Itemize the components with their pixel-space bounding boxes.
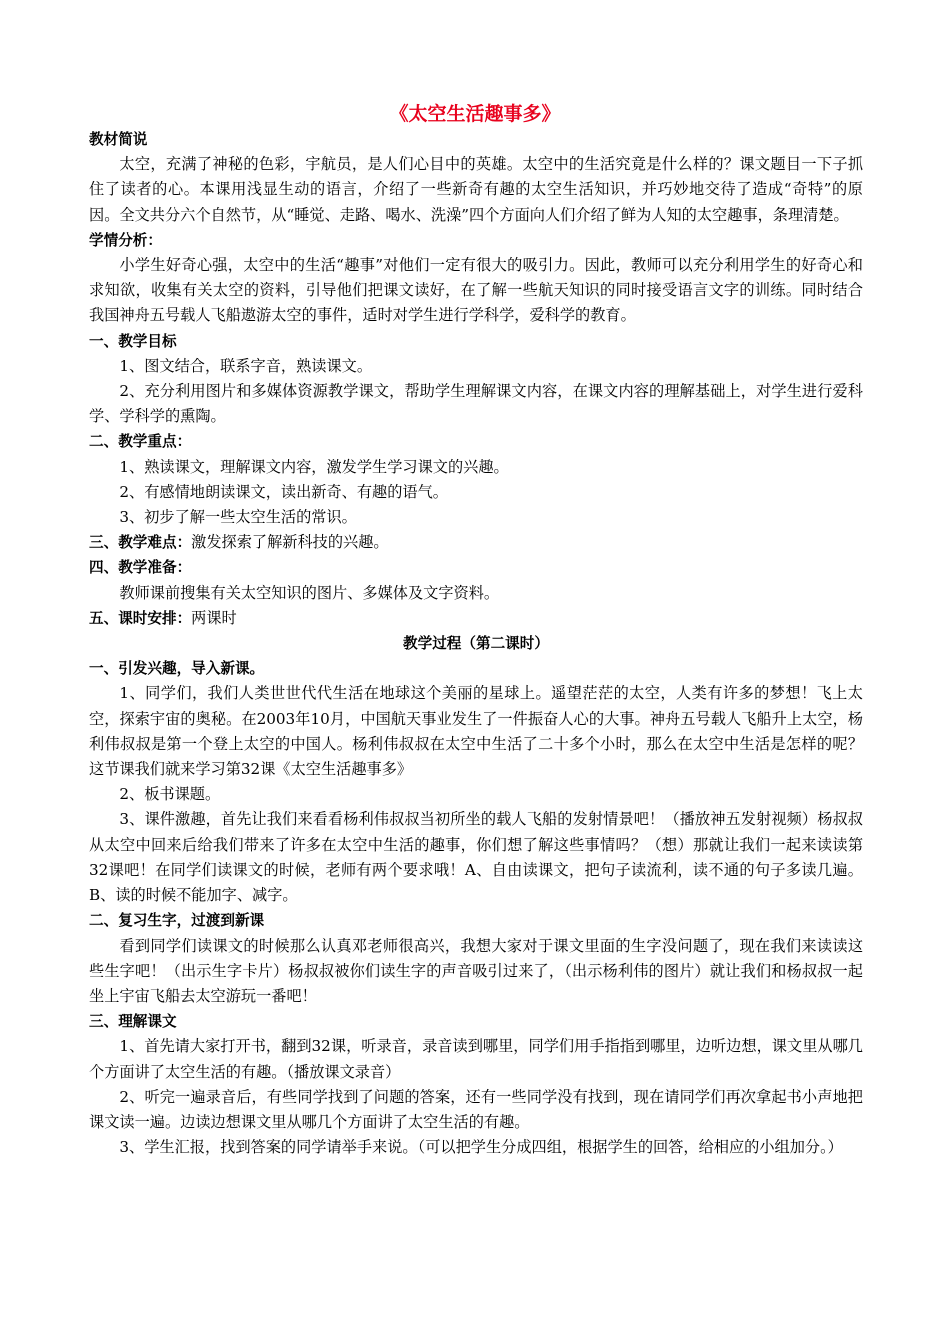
difficulty-heading: 三、教学难点：: [89, 534, 192, 552]
document-body: [89, 127, 863, 1160]
document-title: 《太空生活趣事多》: [389, 103, 561, 125]
goals-item: 1、图文结合，联系字音，熟读课文。: [119, 356, 373, 375]
keypoints-item: 3、初步了解一些太空生活的常识。: [119, 508, 357, 527]
part1-item: 1、同学们，我们人类世世代代生活在地球这个美丽的星球上。遥望茫茫的太空，人类有许多的梦想！飞上太空，探索宇宙的奥秘。在2003年10月，中国航天事业发生了一件振奋人心的大事。神舟五号载人飞船升上太空，杨利伟叔叔是第一个登上太空的中国人。杨利伟叔叔在太空中生活了二十多个小时，那么在太空中生活是怎样的呢？这节课我们就来学习第32课《太空生活趣事多》: [89, 684, 863, 779]
part1-item: 3、课件激趣，首先让我们来看看杨利伟叔叔当初所坐的载人飞船的发射情景吧！（播放神五发射视频）杨叔叔从太空中回来后给我们带来了许多在太空中生活的趣事，你们想了解这些事情吗？（想）那就让我们一起来读读第32课吧！在同学们读课文的时候，老师有两个要求哦！A、自由读课文，把句子读流利，读不通的句子多读几遍。B、读的时候不能加字、减字。: [89, 810, 863, 905]
keypoints-item: 2、有感情地朗读课文，读出新奇、有趣的语气。: [119, 482, 448, 501]
difficulty-text: 激发探索了解新科技的兴趣。: [191, 533, 389, 552]
part1-heading: 一、引发兴趣，导入新课。: [89, 660, 265, 678]
keypoints-item: 1、熟读课文，理解课文内容，激发学生学习课文的兴趣。: [119, 457, 509, 476]
difficulty-line: [89, 530, 863, 555]
part3-item: 3、学生汇报，找到答案的同学请举手来说。（可以把学生分成四组，根据学生的回答，给相应的小组加分。）: [119, 1138, 843, 1157]
intro-heading: 教材简说: [89, 131, 148, 148]
analysis-heading: 学情分析：: [89, 231, 162, 249]
part3-item: 1、首先请大家打开书，翻到32课，听录音，录音读到哪里，同学们用手指指到哪里，边听边想，课文里从哪几个方面讲了太空生活的有趣。（播放课文录音）: [89, 1037, 863, 1081]
prep-heading: 四、教学准备：: [89, 559, 192, 577]
part3-heading: 三、理解课文: [89, 1013, 177, 1031]
prep-paragraph: 教师课前搜集有关太空知识的图片、多媒体及文字资料。: [119, 583, 500, 602]
schedule-heading: 五、课时安排：: [89, 609, 192, 627]
intro-paragraph: 太空，充满了神秘的色彩，宇航员，是人们心目中的英雄。太空中的生活究竟是什么样的？课文题目一下子抓住了读者的心。本课用浅显生动的语言，介绍了一些新奇有趣的太空生活知识，并巧妙地交待了造成“奇特”的原因。全文共分六个自然节，从“睡觉、走路、喝水、洗澡”四个方面向人们介绍了鲜为人知的太空趣事，条理清楚。: [89, 155, 863, 224]
part2-heading: 二、复习生字，过渡到新课: [89, 912, 265, 930]
goals-heading: 一、教学目标: [89, 332, 177, 350]
goals-item: 2、充分利用图片和多媒体资源教学课文，帮助学生理解课文内容，在课文内容的理解基础上，对学生进行爱科学、学科学的熏陶。: [89, 382, 863, 426]
schedule-text: 两课时: [191, 608, 237, 627]
part1-item: 2、板书课题。: [119, 785, 221, 804]
part3-item: 2、听完一遍录音后，有些同学找到了问题的答案，还有一些同学没有找到，现在请同学们再次拿起书小声地把课文读一遍。边读边想课文里从哪几个方面讲了太空生活的有趣。: [89, 1087, 863, 1131]
part2-paragraph: 看到同学们读课文的时候那么认真邓老师很高兴，我想大家对于课文里面的生字没问题了，现在我们来读读这些生字吧！（出示生字卡片）杨叔叔被你们读生字的声音吸引过来了，（出示杨利伟的图片）就让我们和杨叔叔一起坐上宇宙飞船去太空游玩一番吧！: [89, 936, 863, 1005]
process-title: 教学过程（第二课时）: [403, 635, 549, 653]
analysis-paragraph: 小学生好奇心强，太空中的生活“趣事”对他们一定有很大的吸引力。因此，教师可以充分利用学生的好奇心和求知欲，收集有关太空的资料，引导他们把课文读好，在了解一些航天知识的同时接受语言文字的训练。同时结合我国神舟五号载人飞船遨游太空的事件，适时对学生进行学科学，爱科学的教育。: [89, 256, 863, 325]
schedule-line: [89, 606, 863, 631]
keypoints-heading: 二、教学重点：: [89, 433, 192, 451]
